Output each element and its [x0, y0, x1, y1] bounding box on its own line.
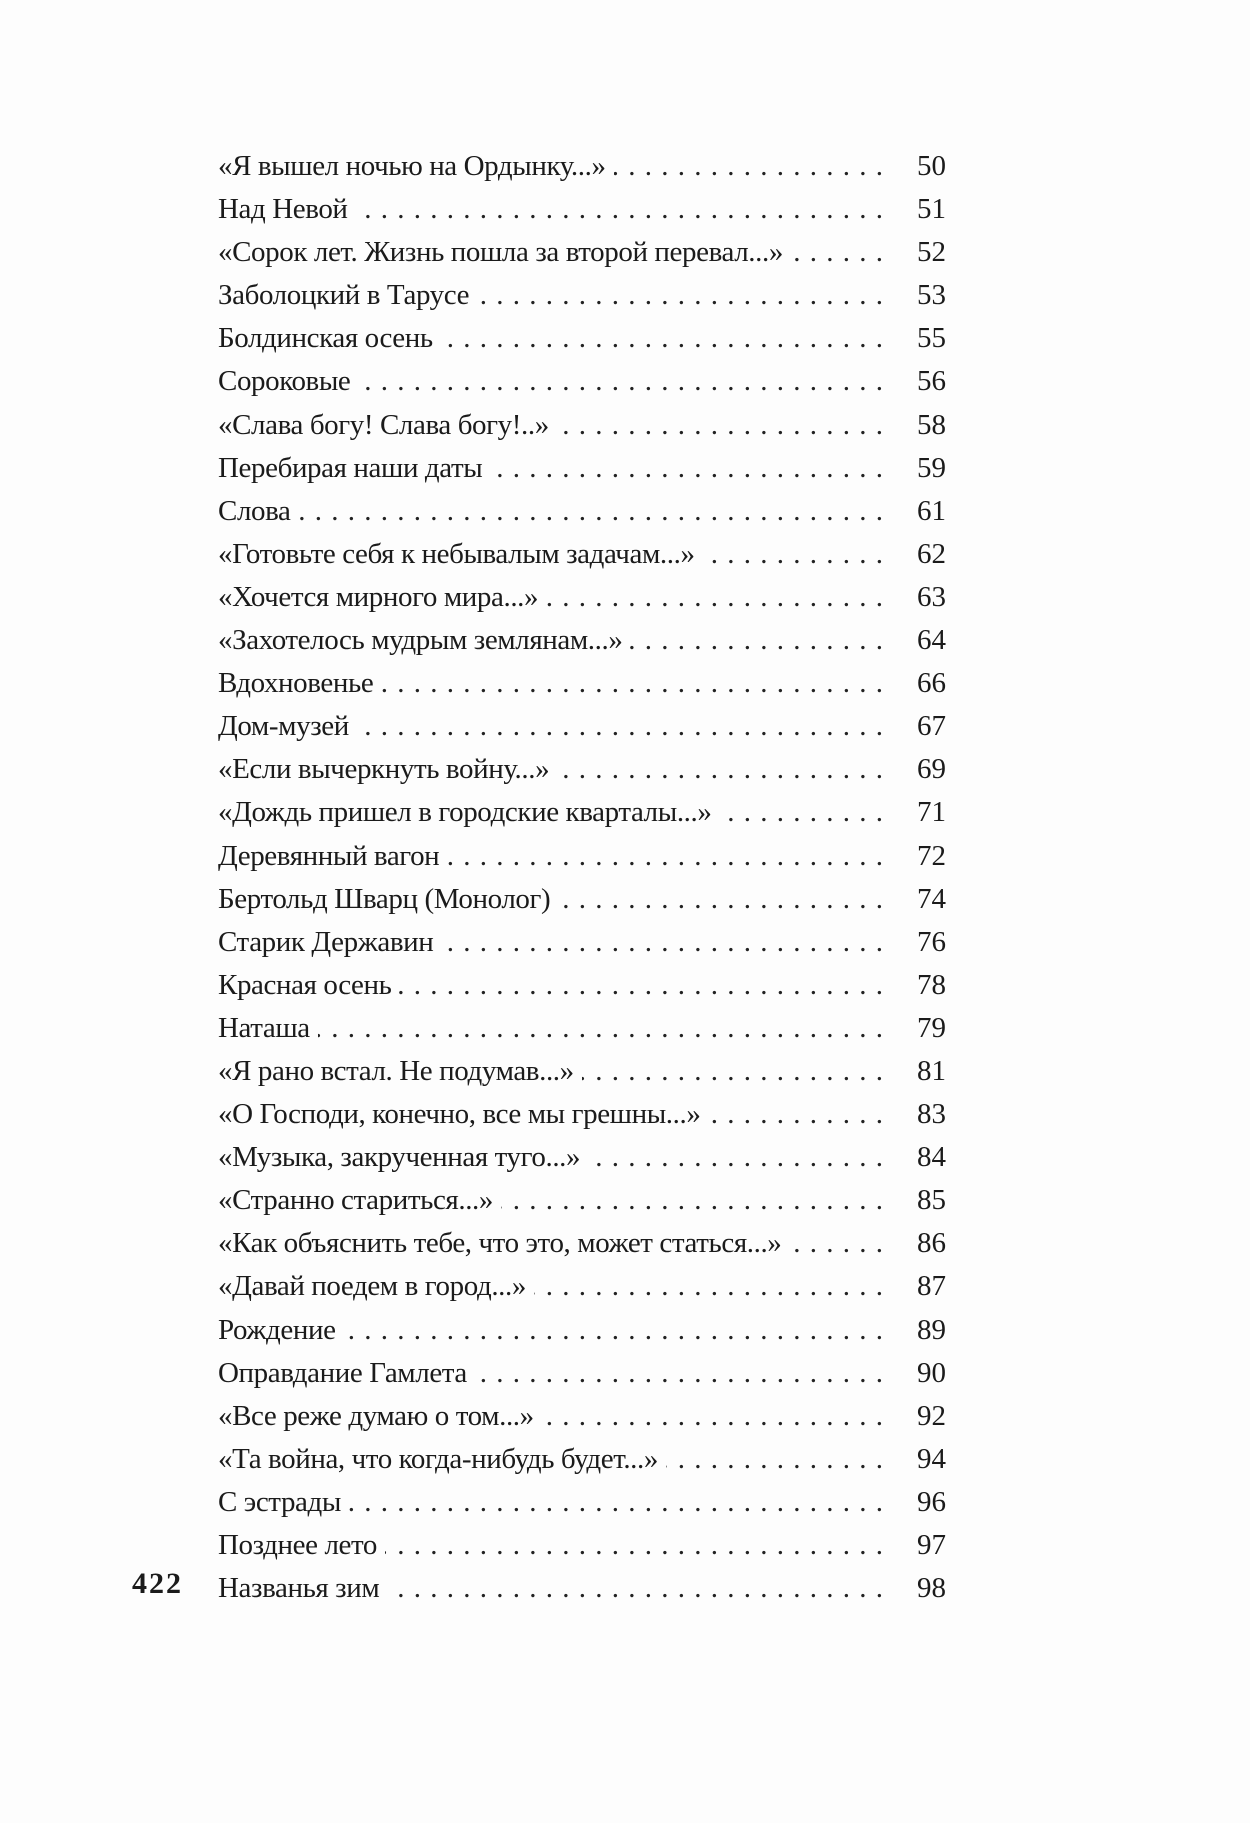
toc-entry-page: 66	[917, 667, 946, 700]
toc-entry-title: Деревянный вагон	[218, 839, 440, 872]
toc-row	[218, 188, 946, 231]
book-page-number: 422	[132, 1567, 183, 1600]
toc-row	[218, 1007, 946, 1050]
toc-entry-title: «Готовьте себя к небывалым задачам...»	[218, 537, 695, 570]
dot-leader	[614, 145, 884, 188]
toc-row	[218, 1136, 946, 1179]
toc-entry-page: 79	[917, 1011, 946, 1044]
toc-entry-title: «Хочется мирного мира...»	[218, 580, 539, 613]
toc-entry-title: «Все реже думаю о том...»	[218, 1399, 534, 1432]
toc-list	[218, 145, 946, 1610]
toc-entry-page: 84	[917, 1141, 946, 1174]
toc-entry-page: 92	[917, 1399, 946, 1432]
dot-leader	[357, 705, 884, 748]
toc-entry-title: «Если вычеркнуть войну...»	[218, 753, 550, 786]
toc-entry-title: «О Господи, конечно, все мы грешны...»	[218, 1098, 701, 1131]
toc-entry-title: «Я рано встал. Не подумав...»	[218, 1054, 574, 1087]
dot-leader	[630, 619, 884, 662]
toc-entry-page: 74	[917, 882, 946, 915]
toc-entry-title: «Дождь пришел в городские кварталы...»	[218, 796, 712, 829]
dot-leader	[385, 1524, 884, 1567]
toc-entry-page: 53	[917, 279, 946, 312]
toc-entry-page: 78	[917, 968, 946, 1001]
toc-entry-title: Рождение	[218, 1313, 336, 1346]
toc-row	[218, 835, 946, 878]
toc-entry-title: Дом-музей	[218, 710, 349, 743]
toc-entry-title: Наташа	[218, 1011, 310, 1044]
toc-row	[218, 490, 946, 533]
toc-row	[218, 1567, 946, 1610]
dot-leader	[477, 274, 884, 317]
toc-entry-page: 50	[917, 150, 946, 182]
toc-entry-page: 67	[917, 710, 946, 743]
dot-leader	[358, 360, 884, 403]
toc-entry-page: 98	[917, 1572, 946, 1605]
toc-row	[218, 360, 946, 403]
toc-entry-title: Сороковые	[218, 365, 351, 398]
toc-entry-title: С эстрады	[218, 1485, 341, 1518]
dot-leader	[557, 748, 884, 791]
toc-row	[218, 1093, 946, 1136]
toc-entry-page: 59	[917, 451, 946, 484]
toc-entry-title: Бертольд Шварц (Монолог)	[218, 882, 551, 915]
toc-entry-page: 55	[917, 322, 946, 355]
toc-entry-title: Старик Державин	[218, 925, 434, 958]
toc-row	[218, 1050, 946, 1093]
dot-leader	[789, 1222, 884, 1265]
toc-entry-page: 89	[917, 1313, 946, 1346]
toc-row	[218, 619, 946, 662]
dot-leader	[349, 1481, 884, 1524]
toc-row	[218, 317, 946, 360]
toc-row	[218, 1309, 946, 1352]
toc-entry-page: 96	[917, 1485, 946, 1518]
toc-entry-page: 86	[917, 1227, 946, 1260]
toc-row	[218, 1352, 946, 1395]
toc-entry-page: 63	[917, 580, 946, 613]
dot-leader	[475, 1352, 884, 1395]
toc-entry-page: 58	[917, 408, 946, 441]
toc-row	[218, 274, 946, 317]
toc-entry-title: Названья зим	[218, 1572, 380, 1605]
dot-leader	[356, 188, 884, 231]
dot-leader	[582, 1050, 884, 1093]
toc-row	[218, 921, 946, 964]
toc-entry-title: Над Невой	[218, 193, 348, 226]
toc-row	[218, 878, 946, 921]
dot-leader	[588, 1136, 884, 1179]
dot-leader	[703, 533, 884, 576]
toc-entry-page: 76	[917, 925, 946, 958]
toc-entry-title: Слова	[218, 494, 291, 527]
toc-row	[218, 1395, 946, 1438]
toc-entry-title: «Странно стариться...»	[218, 1184, 493, 1217]
dot-leader	[318, 1007, 884, 1050]
dot-leader	[441, 317, 884, 360]
toc-row	[218, 533, 946, 576]
toc-entry-page: 52	[917, 236, 946, 269]
dot-leader	[666, 1438, 884, 1481]
dot-leader	[791, 231, 884, 274]
toc-row	[218, 662, 946, 705]
toc-row	[218, 145, 946, 188]
toc-entry-page: 64	[917, 624, 946, 657]
toc-entry-page: 85	[917, 1184, 946, 1217]
toc-entry-page: 62	[917, 537, 946, 570]
dot-leader	[441, 921, 884, 964]
toc-entry-title: Оправдание Гамлета	[218, 1356, 467, 1389]
dot-leader	[542, 1395, 884, 1438]
dot-leader	[490, 447, 884, 490]
toc-entry-title: «Музыка, закрученная туго...»	[218, 1141, 581, 1174]
toc-row	[218, 1438, 946, 1481]
toc-entry-title: «Слава богу! Слава богу!..»	[218, 408, 549, 441]
toc-entry-title: Заболоцкий в Тарусе	[218, 279, 470, 312]
toc-entry-page: 61	[917, 494, 946, 527]
toc-row	[218, 576, 946, 619]
dot-leader	[708, 1093, 884, 1136]
toc-entry-title: Позднее лето	[218, 1529, 377, 1561]
toc-entry-title: Перебирая наши даты	[218, 451, 483, 484]
toc-entry-page: 94	[917, 1442, 946, 1475]
toc-entry-title: Вдохновенье	[218, 667, 374, 700]
toc-entry-title: Болдинская осень	[218, 322, 433, 355]
toc-entry-title: Красная осень	[218, 968, 392, 1001]
toc-row	[218, 1481, 946, 1524]
toc-entry-page: 87	[917, 1270, 946, 1303]
toc-entry-title: «Захотелось мудрым землянам...»	[218, 624, 623, 657]
toc-row	[218, 404, 946, 447]
toc-entry-title: «Сорок лет. Жизнь пошла за второй перевал...»	[218, 236, 783, 269]
dot-leader	[546, 576, 884, 619]
dot-leader	[558, 878, 884, 921]
toc-row	[218, 748, 946, 791]
toc-row	[218, 705, 946, 748]
toc-entry-title: «Давай поедем в город...»	[218, 1270, 526, 1303]
toc-entry-page: 72	[917, 839, 946, 872]
dot-leader	[344, 1309, 884, 1352]
toc-entry-page: 83	[917, 1098, 946, 1131]
toc-entry-page: 51	[917, 193, 946, 226]
dot-leader	[381, 662, 884, 705]
dot-leader	[447, 835, 884, 878]
toc-entry-title: «Я вышел ночью на Ордынку...»	[218, 150, 606, 182]
dot-leader	[501, 1179, 884, 1222]
toc-row	[218, 964, 946, 1007]
toc-row	[218, 1179, 946, 1222]
toc-entry-page: 69	[917, 753, 946, 786]
toc-entry-page: 71	[917, 796, 946, 829]
toc-row	[218, 231, 946, 274]
toc-row	[218, 1265, 946, 1308]
dot-leader	[399, 964, 884, 1007]
dot-leader	[719, 791, 884, 834]
toc-row	[218, 1524, 946, 1567]
toc-entry-page: 97	[917, 1529, 946, 1561]
toc-entry-page: 81	[917, 1054, 946, 1087]
dot-leader	[387, 1567, 884, 1610]
dot-leader	[534, 1265, 884, 1308]
toc-entry-title: «Как объяснить тебе, что это, может статься...»	[218, 1227, 782, 1260]
toc-row	[218, 791, 946, 834]
toc-entry-page: 90	[917, 1356, 946, 1389]
dot-leader	[557, 404, 884, 447]
toc-row	[218, 1222, 946, 1265]
toc-entry-title: «Та война, что когда-нибудь будет...»	[218, 1442, 658, 1475]
dot-leader	[299, 490, 885, 533]
toc-row	[218, 447, 946, 490]
toc-entry-page: 56	[917, 365, 946, 398]
